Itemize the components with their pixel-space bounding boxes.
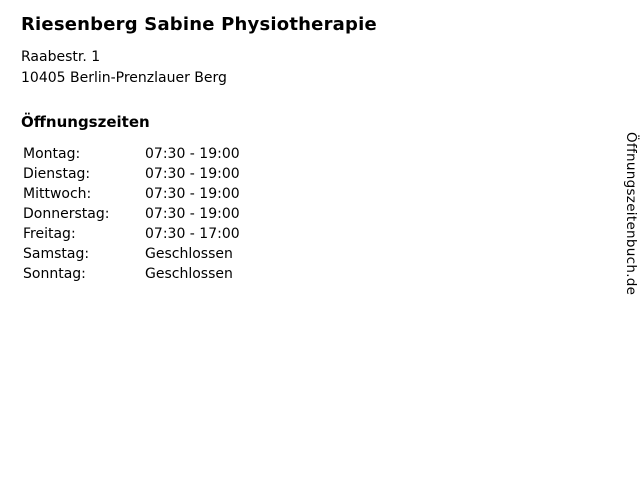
table-row [21, 224, 240, 244]
opening-hours-heading: Öffnungszeiten [21, 113, 150, 131]
time-value: 07:30 - 19:00 [145, 186, 240, 202]
day-label: Sonntag: [23, 266, 86, 282]
time-value: Geschlossen [145, 266, 233, 282]
day-label: Dienstag: [23, 166, 91, 182]
table-row [21, 164, 240, 184]
time-value: 07:30 - 19:00 [145, 166, 240, 182]
table-row [21, 184, 240, 204]
business-name: Riesenberg Sabine Physiotherapie [21, 14, 377, 35]
time-value: Geschlossen [145, 246, 233, 262]
day-label: Montag: [23, 146, 81, 162]
day-label: Donnerstag: [23, 206, 110, 222]
table-row [21, 244, 240, 264]
address-city: 10405 Berlin-Prenzlauer Berg [21, 70, 227, 86]
table-row [21, 204, 240, 224]
table-row [21, 144, 240, 164]
address-block [21, 47, 640, 89]
time-value: 07:30 - 17:00 [145, 226, 240, 242]
day-label: Samstag: [23, 246, 90, 262]
table-row [21, 264, 240, 284]
day-label: Freitag: [23, 226, 76, 242]
time-value: 07:30 - 19:00 [145, 206, 240, 222]
time-value: 07:30 - 19:00 [145, 146, 240, 162]
address-street: Raabestr. 1 [21, 49, 101, 65]
opening-hours-table [21, 144, 240, 284]
day-label: Mittwoch: [23, 186, 92, 202]
watermark-site-label: Öffnungszeitenbuch.de [623, 132, 639, 296]
